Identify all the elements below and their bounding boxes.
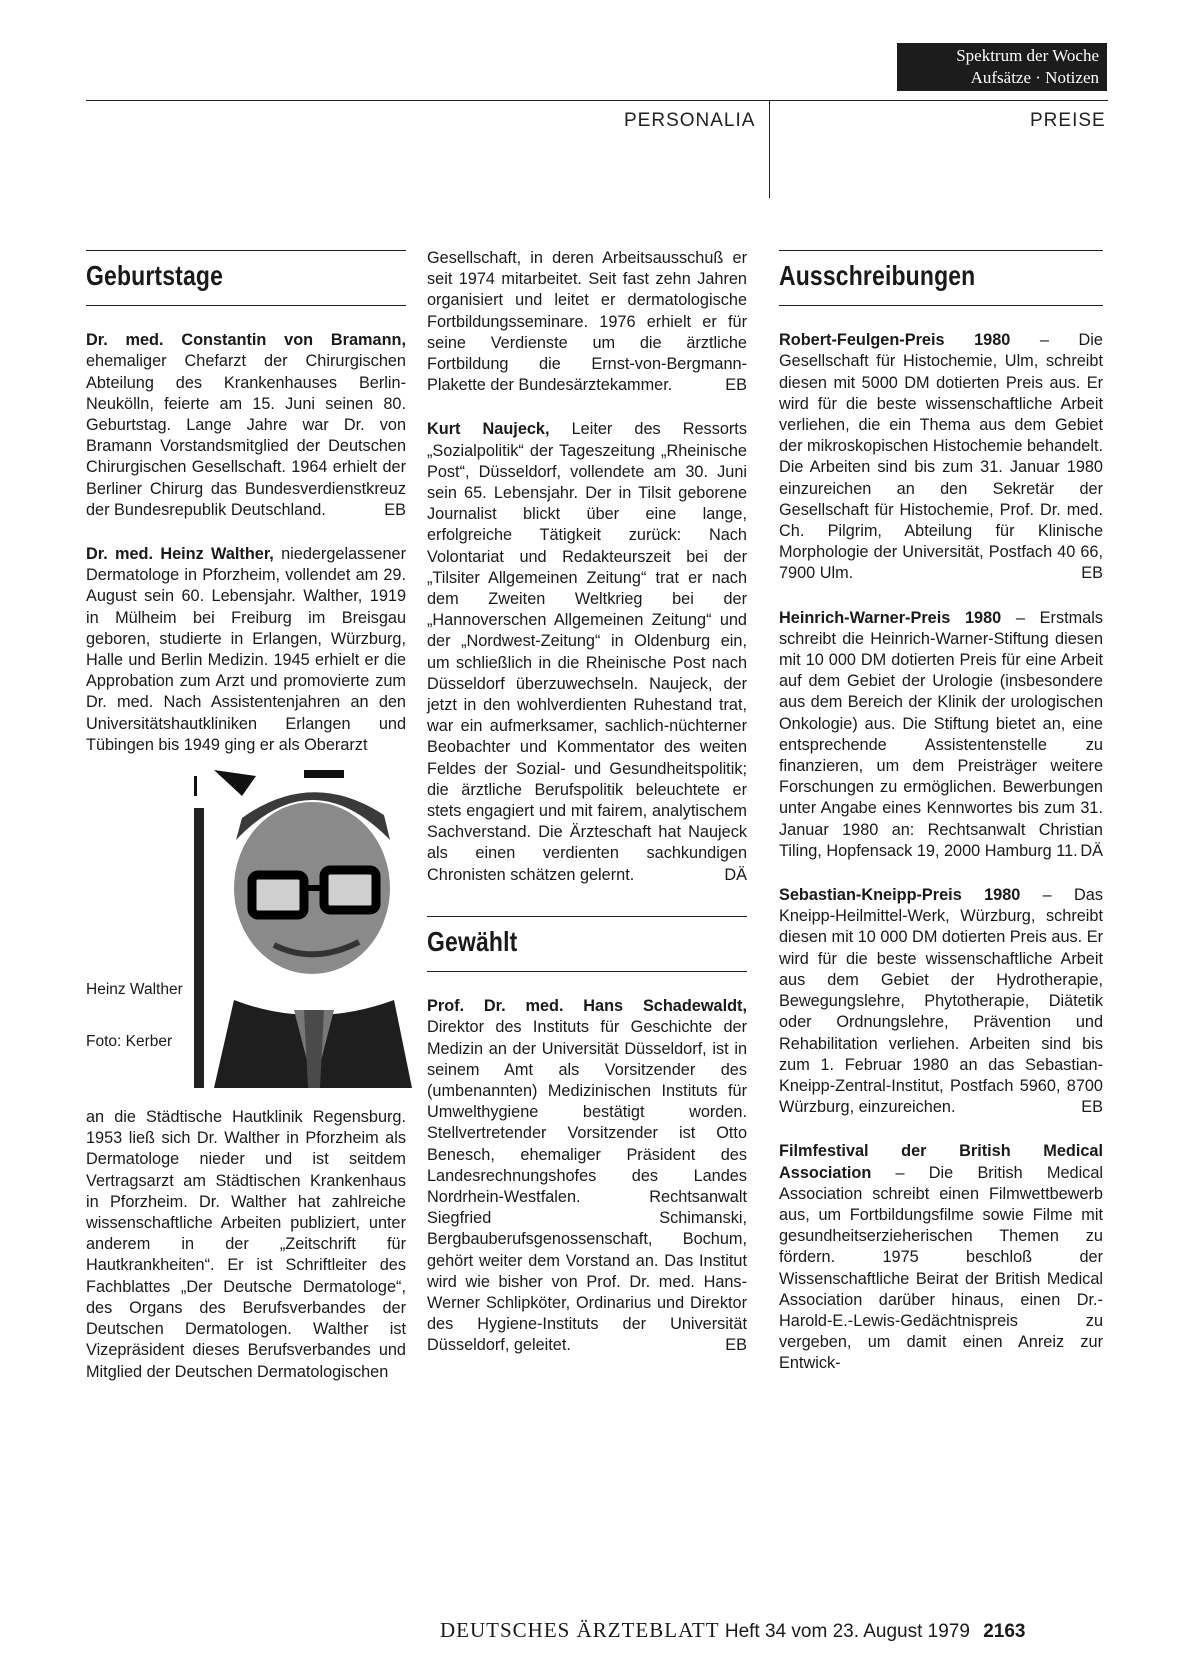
article-schadewaldt: Prof. Dr. med. Hans Schadewaldt, Direktor des Instituts für Geschichte der Medizin an der Universität Düsseldorf, ist in seinem Amt als Vorsitzender des (umbenannten) Medizinischen Instituts für Umwelthygiene bestätigt worden. Stellvertretender Vorsitzender ist Otto Benesch, ehemaliger Präsident des Landesrechnungshofes des Landes Nordrhein-Westfalen. Rechtsanwalt Siegfried Schimanski, Bergbauberufsgenossenschaft, Bochum, gehört weiter dem Vorstand an. Das Institut wird wie bisher von Prof. Dr. med. Hans-Werner Schlipköter, Ordinarius und Direktor des Hygiene-Instituts der Universität Düsseldorf, geleitet. EB (427, 996, 747, 1356)
article-walther: Dr. med. Heinz Walther, niedergelassener Dermatologe in Pforzheim, vollendet am 29. August sein 60. Lebensjahr. Walther, 1919 in Mülheim bei Freiburg im Breisgau geboren, studierte in Erlangen, Würzburg, Halle und Berlin Medizin. 1945 erhielt er die Approbation zum Arzt und promovierte zum Dr. med. Nach Assistentenjahren an den Universitätshautkliniken Erlangen und Tübingen bis 1949 ging er als Oberarzt (86, 545, 406, 754)
prize-warner: Heinrich-Warner-Preis 1980 – Erstmals schreibt die Heinrich-Warner-Stiftung diesen mit 10 000 DM dotierten Preis für eine Arbeit auf dem Gebiet der Urologie (insbesondere aus dem Bereich der Klinik der urologischen Onkologie) aus. Die Stiftung bietet an, eine entsprechende Assistentenstelle zu finanzieren, um dem Preisträger weitere Forschungen zu ermöglichen. Bewerbungen unter Angabe eines Kennwortes bis zum 31. Januar 1980 an: Rechtsanwalt Christian Tiling, Hopfensack 19, 2000 Hamburg 11. DÄ (779, 608, 1103, 862)
article-walther-cont: an die Städtische Hautklinik Regensburg. 1953 ließ sich Dr. Walther in Pforzheim als Dermatologe nieder und ist seitdem Vertragsarzt am Städtischen Krankenhaus in Pforzheim. Dr. Walther hat zahlreiche wissenschaftliche Arbeiten publiziert, unter anderem in der „Zeitschrift für Hautkrankheiten“. Er ist Schriftleiter des Fachblattes „Der Deutsche Dermatologe“, des Organs des Berufsverbandes der Deutschen Dermatologen. Walther ist Vizepräsident dieses Berufsverbandes und Mitglied der Deutschen Dermatologischen (86, 1108, 406, 1381)
photo-credit: Foto: Kerber (86, 1033, 173, 1051)
prize-bma-film: Filmfestival der British Medical Association – Die British Medical Association schreibt einen Filmwettbewerb aus, um Fortbildungsfilme sowie Filme mit gesundheitserzieherischen Themen zu fördern. 1975 beschloß der Wissenschaftliche Beirat der British Medical Association darüber hinaus, einen Dr.-Harold-E.-Lewis-Gedächtnispreis zu vergeben, um damit einen Anreiz zur Entwick- (779, 1142, 1103, 1373)
person-name: Dr. med. Heinz Walther, (86, 545, 274, 564)
page-number: 2163 (983, 1621, 1026, 1642)
prize-feulgen: Robert-Feulgen-Preis 1980 – Die Gesellschaft für Histochemie, Ulm, schreibt diesen mit 5000 DM dotierten Preis aus. Er wird für die beste wissenschaftliche Arbeit verliehen, die ein Thema aus dem Gebiet der mikroskopischen Histochemie behandelt. Die Arbeiten sind bis zum 31. Januar 1980 einzureichen an den Sekretär der Gesellschaft für Histochemie, Prof. Dr. med. Ch. Pilgrim, Abteilung für Klinische Morphologie der Universität, Postfach 40 66, 7900 Ulm. EB (779, 330, 1103, 584)
author-sig: EB (725, 376, 747, 395)
author-sig: EB (1081, 1098, 1103, 1117)
column-2 (427, 248, 747, 1380)
prize-name: Robert-Feulgen-Preis 1980 (779, 331, 1011, 350)
author-sig: EB (384, 500, 406, 519)
section-personalia: PERSONALIA (624, 110, 756, 131)
author-sig: EB (725, 1336, 747, 1355)
article-naujeck: Kurt Naujeck, Leiter des Ressorts „Sozialpolitik“ der Tageszeitung „Rheinische Post“, Düsseldorf, vollendete am 30. Juni sein 65. Lebensjahr. Der in Tilsit geborene Journalist blickt über eine lange, erfolgreiche Tätigkeit zurück: Nach Volontariat und Redakteurszeit bei der „Tilsiter Allgemeinen Zeitung“ trat er nach dem Zweiten Weltkrieg bei der „Hannoverschen Allgemeinen Zeitung“ und der „Nordwest-Zeitung“ in Oldenburg ein, um schließlich in die Rheinische Post nach Düsseldorf überzuwechseln. Naujeck, der jetzt in den wohlverdienten Ruhestand trat, war ein aufmerksamer, sachlich-nüchterner Beobachter und Kommentator des weiten Feldes der Sozial- und Gesundheitspolitik; die ärztliche Berufspolitik beleuchtete er stets engagiert und mit fairem, analytischem Sachverstand. Die Ärzteschaft hat Naujeck als einen verdienten sachkundigen Chronisten schätzen gelernt. DÄ (427, 419, 747, 885)
heading-gewaehlt: Gewählt (427, 916, 747, 972)
issue-info: Heft 34 vom 23. August 1979 (724, 1621, 970, 1642)
section-preise: PREISE (1030, 110, 1106, 131)
prize-name: Heinrich-Warner-Preis 1980 (779, 608, 1002, 627)
section-badge (897, 43, 1107, 91)
heading-geburtstage: Geburtstage (86, 250, 406, 306)
portrait-photo (194, 770, 412, 1088)
prize-name: Filmfestival der British Medical Association (779, 1142, 1103, 1182)
badge-line-1: Spektrum der Woche (956, 46, 1099, 65)
journal-name: DEUTSCHES ÄRZTEBLATT (440, 1618, 720, 1642)
article-bramann: Dr. med. Constantin von Bramann, ehemaliger Chefarzt der Chirurgischen Abteilung des Krankenhauses Berlin-Neukölln, feierte am 15. Juni seinen 80. Geburtstag. Lange Jahre war Dr. von Bramann Vorstandsmitglied der Deutschen Chirurgischen Gesellschaft. 1964 erhielt der Berliner Chirurg das Bundesverdienstkreuz der Bundesrepublik Deutschland. EB (86, 330, 406, 521)
photo-caption: Heinz Walther (86, 981, 183, 999)
author-sig: EB (1081, 564, 1103, 583)
person-name: Dr. med. Constantin von Bramann, (86, 331, 406, 350)
person-name: Prof. Dr. med. Hans Schadewaldt, (427, 997, 747, 1016)
page-footer (440, 1618, 1025, 1643)
prize-name: Sebastian-Kneipp-Preis 1980 (779, 886, 1021, 905)
prize-kneipp: Sebastian-Kneipp-Preis 1980 – Das Kneipp-Heilmittel-Werk, Würzburg, schreibt diesen mit 10 000 DM dotierten Preis aus. Er wird für die beste wissenschaftliche Arbeit aus dem Gebiet der Hydrotherapie, Bewegungslehre, Phytotherapie, Diätetik oder Ordnungslehre, Prävention und Rehabilitation verliehen. Arbeiten sind bis zum 1. Februar 1980 an das Sebastian-Kneipp-Zentral-Institut, Postfach 5960, 8700 Würzburg, einzureichen. EB (779, 885, 1103, 1118)
photo-block (86, 770, 406, 1095)
author-sig: DÄ (724, 865, 747, 884)
header-rule (86, 100, 1108, 101)
column-1 (86, 250, 406, 1406)
heading-ausschreibungen: Ausschreibungen (779, 250, 1103, 306)
person-name: Kurt Naujeck, (427, 420, 550, 439)
article-walther-end: Gesellschaft, in deren Arbeitsausschuß er seit 1974 mitarbeitet. Seit fast zehn Jahren organisiert und leitet er dermatologische Fortbildungsseminare. 1976 erhielt er für seine Verdienste um die ärztliche Fortbildung die Ernst-von-Bergmann-Plakette der Bundesärztekammer. EB (427, 248, 747, 396)
header-divider (769, 100, 770, 198)
author-sig: DÄ (1080, 841, 1103, 860)
badge-line-2: Aufsätze · Notizen (970, 68, 1099, 87)
column-3 (779, 250, 1103, 1398)
